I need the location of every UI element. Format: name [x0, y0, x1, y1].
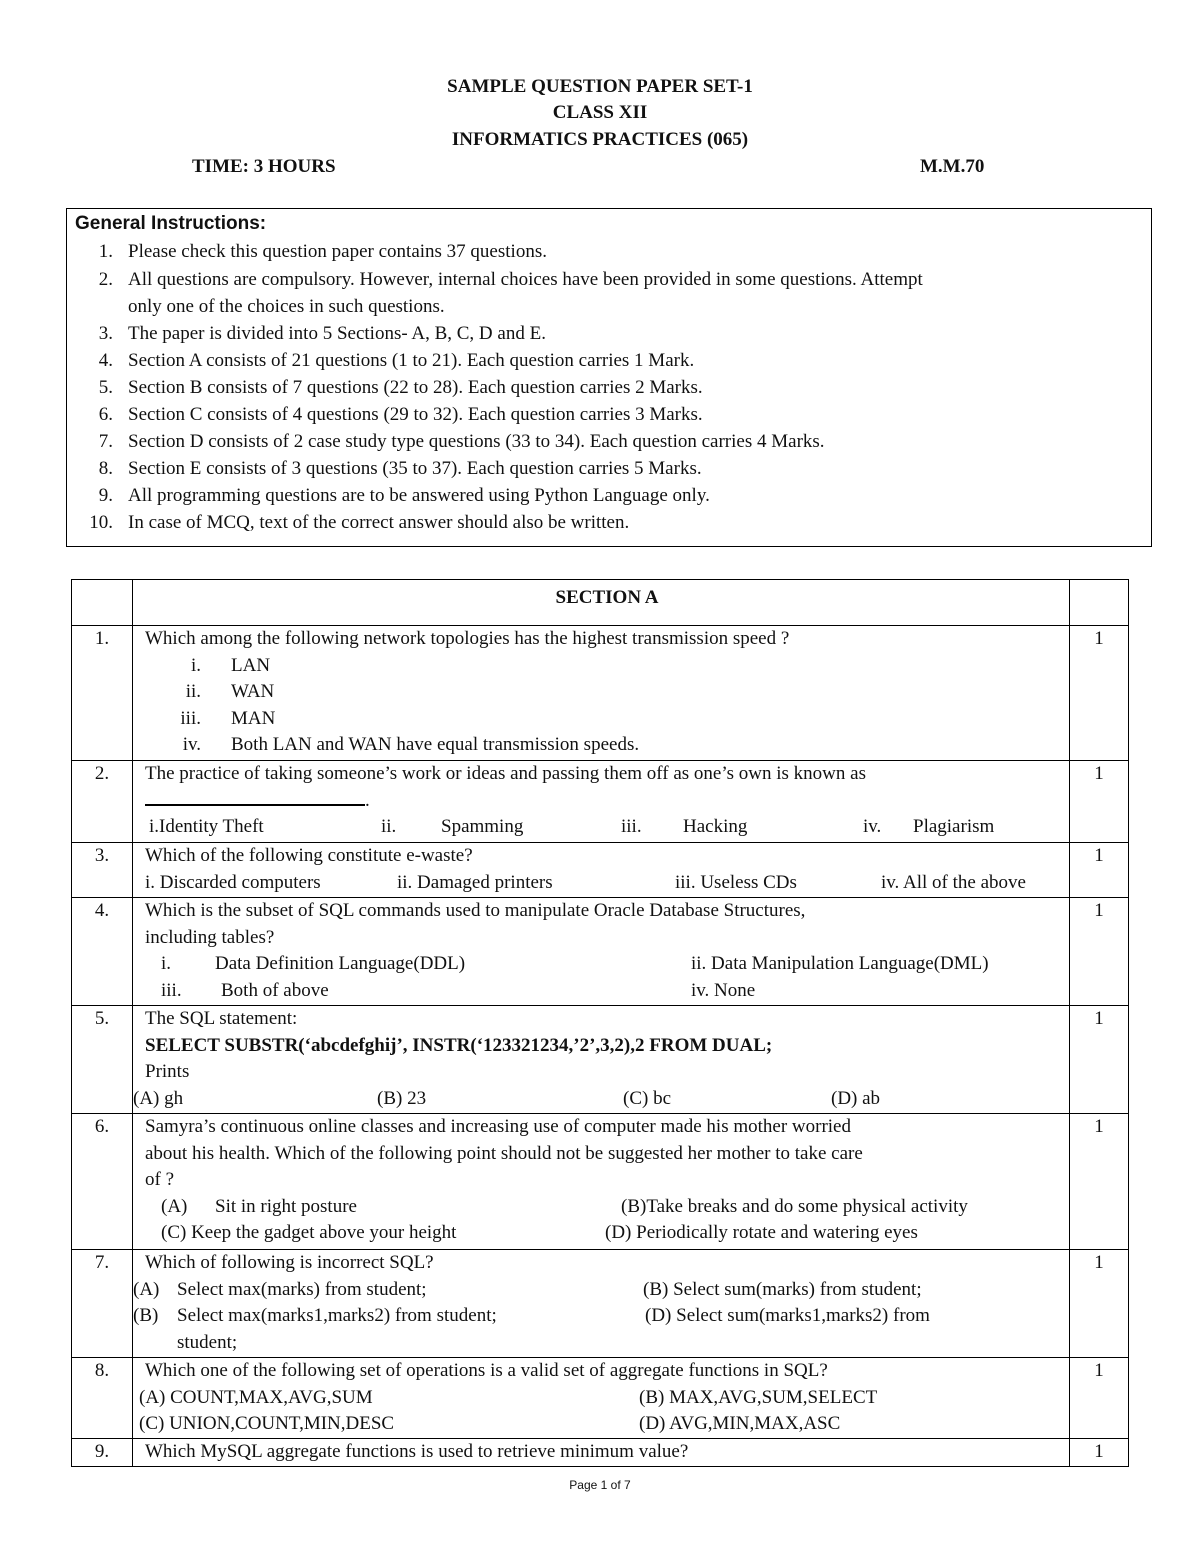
question-text: Which MySQL aggregate functions is used to retrieve minimum value?: [145, 1441, 689, 1462]
options-line: (A) Sit in right posture (B)Take breaks and do some physical activity: [161, 1195, 968, 1217]
questions-table: [71, 579, 1129, 1467]
question-marks: 1: [1094, 1441, 1104, 1462]
question-number: 5.: [94, 1008, 110, 1029]
question-number: 6.: [94, 1116, 110, 1137]
question-text: Which of the following constitute e-waste?: [145, 845, 473, 866]
class-title: CLASS XII: [552, 102, 648, 123]
paper-title: SAMPLE QUESTION PAPER SET-1: [447, 76, 753, 97]
options-line: iii. Both of above iv. None: [161, 979, 756, 1001]
question-number: 4.: [94, 900, 110, 921]
options-line: (A) COUNT,MAX,AVG,SUM (B) MAX,AVG,SUM,SELECT: [139, 1386, 878, 1408]
question-number: 9.: [94, 1441, 110, 1462]
question-row: [72, 761, 1129, 843]
question-text: Which among the following network topologies has the highest transmission speed ?: [145, 628, 790, 649]
options-line: (C) UNION,COUNT,MIN,DESC (D) AVG,MIN,MAX,ASC: [139, 1413, 841, 1434]
question-text-continued: Prints: [145, 1061, 190, 1082]
question-number: 7.: [94, 1252, 110, 1273]
option: i. LAN: [190, 654, 271, 676]
question-text: Samyra’s continuous online classes and increasing use of computer made his mother worried: [145, 1116, 851, 1137]
option: iv. Both LAN and WAN have equal transmission speeds.: [182, 734, 640, 755]
page-footer: Page 1 of 7: [569, 1478, 631, 1492]
question-text-continued: of ?: [145, 1169, 175, 1190]
question-marks: 1: [1094, 1008, 1104, 1029]
question-number: 2.: [94, 763, 110, 784]
question-marks: 1: [1094, 1360, 1104, 1381]
options-line: (B) Select max(marks1,marks2) from student; (D) Select sum(marks1,marks2) from: [133, 1305, 930, 1326]
options-line: (A) Select max(marks) from student; (B) Select sum(marks) from student;: [133, 1278, 922, 1300]
question-marks: 1: [1094, 763, 1104, 784]
options-line: (A) gh (B) 23 (C) bc (D) ab: [133, 1087, 881, 1109]
section-header-row: [72, 580, 1129, 626]
blank-line: [145, 788, 365, 806]
question-row: [72, 898, 1129, 1006]
general-instructions-box: General Instructions: 1. Please check this question paper contains 37 questions. 2. All questions are compulsory. However, internal choices have been provided in some questions. Attempt only one of the choices in such questions. 3. The paper is divided into 5 Sections- A, B, C, D and E. 4. Section A consists of 21 questions (1 to 21). Each question carries 1 Mark. 5. Section B consists of 7 questions (22 to 28). Each question carries 2 Marks. 6. Section C consists of 4 questions (29 to 32). Each question carries 3 Marks. 7. Section D consists of 2 case study type questions (33 to 34). Each question carries 4 Marks. 8. Section E consists of 3 questions (35 to 37). Each question carries 5 Marks. 9. All programming questions are to be answered using Python Language only. 10. In case of MCQ, text of the correct answer should also be written.: [66, 208, 1152, 547]
options-line: i. Data Definition Language(DDL) ii. Data Manipulation Language(DML): [161, 953, 989, 974]
options-line: i. Discarded computers ii. Damaged printers iii. Useless CDs iv. All of the above: [145, 871, 1026, 893]
options-line: student;: [177, 1331, 238, 1353]
subject-title: INFORMATICS PRACTICES (065): [451, 129, 749, 150]
question-text-continued: including tables?: [145, 926, 275, 948]
max-marks-label: M.M.70: [920, 156, 985, 177]
question-text: Which one of the following set of operations is a valid set of aggregate functions in SQL?: [145, 1360, 828, 1381]
question-row: [72, 1114, 1129, 1250]
question-text: Which is the subset of SQL commands used to manipulate Oracle Database Structures,: [145, 900, 806, 921]
options-line: i.Identity Theft ii. Spamming iii. Hacking iv. Plagiarism: [149, 816, 995, 837]
question-text: The practice of taking someone’s work or ideas and passing them off as one’s own is known as: [145, 763, 866, 784]
question-number: 3.: [94, 845, 110, 866]
question-marks: 1: [1094, 900, 1104, 921]
question-marks: 1: [1094, 1116, 1104, 1137]
question-row: [72, 1006, 1129, 1114]
question-number: 8.: [94, 1360, 110, 1381]
question-row: [72, 1358, 1129, 1439]
option: iii. MAN: [180, 707, 276, 729]
options-line: (C) Keep the gadget above your height (D) Periodically rotate and watering eyes: [161, 1222, 918, 1243]
question-row: [72, 1439, 1129, 1467]
instructions-title: General Instructions:: [75, 213, 267, 234]
question-marks: 1: [1094, 845, 1104, 866]
time-label: TIME: 3 HOURS: [192, 156, 336, 177]
sql-statement: SELECT SUBSTR(‘abcdefghij’, INSTR(‘123321234,’2’,3,2),2 FROM DUAL;: [145, 1034, 773, 1056]
question-text-continued: about his health. Which of the following point should not be suggested her mother to take care: [145, 1142, 863, 1164]
question-marks: 1: [1094, 1252, 1104, 1273]
question-marks: 1: [1094, 628, 1104, 649]
question-text: Which of following is incorrect SQL?: [145, 1252, 434, 1273]
question-number: 1.: [94, 628, 110, 649]
answer-blank: .: [145, 788, 1069, 815]
question-row: [72, 1250, 1129, 1358]
question-row: [72, 843, 1129, 898]
section-title: SECTION A: [555, 587, 659, 608]
question-row: [72, 626, 1129, 761]
question-text: The SQL statement:: [145, 1008, 298, 1029]
option: ii. WAN: [185, 681, 275, 702]
